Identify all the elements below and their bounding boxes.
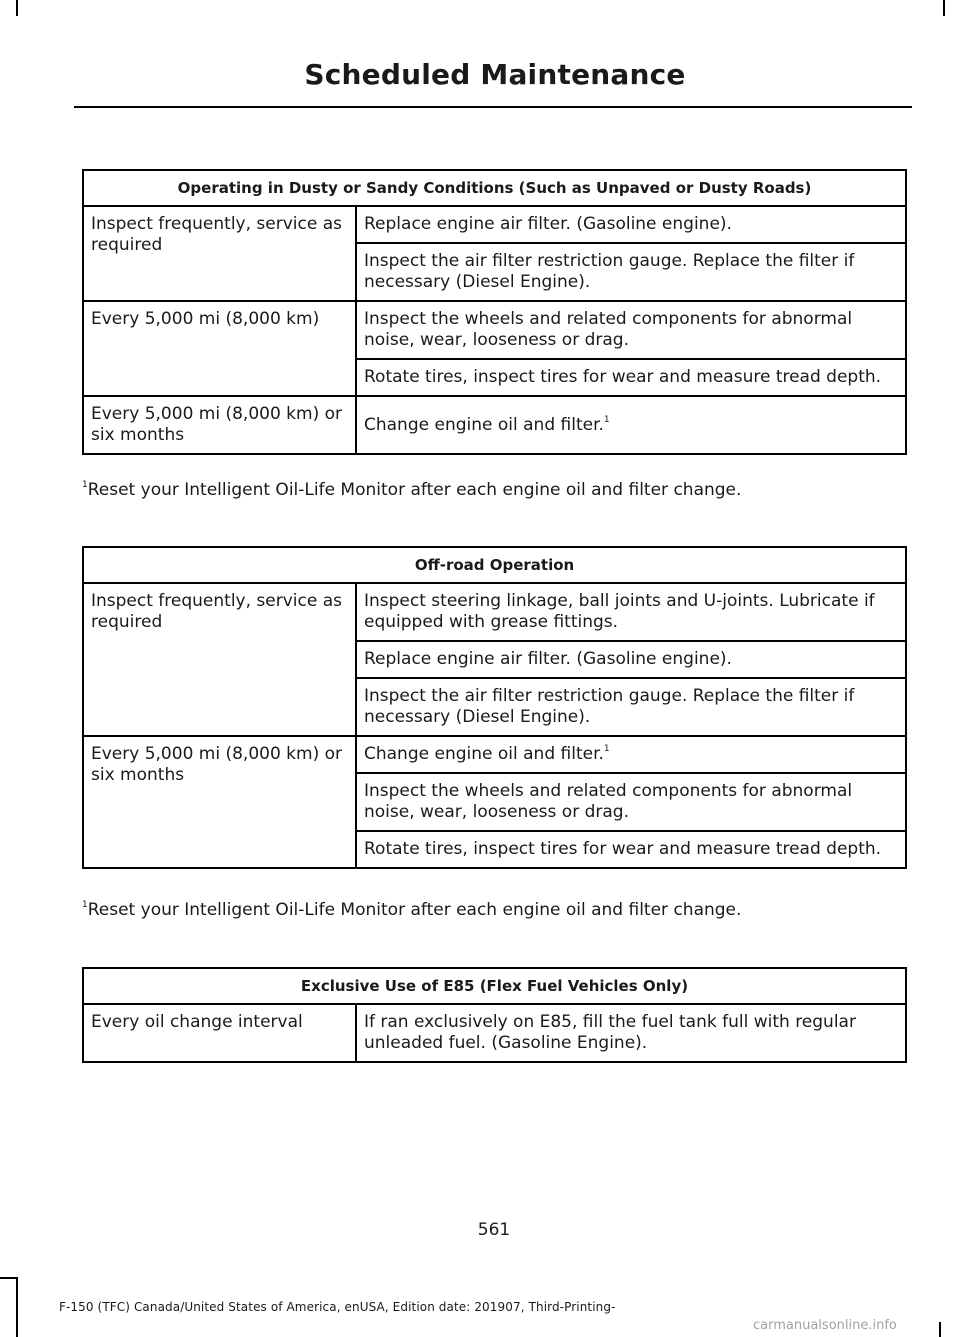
off-road-table [82, 546, 907, 869]
edition-footer: F-150 (TFC) Canada/United States of America, enUSA, Edition date: 201907, Third-Printing- [59, 1300, 616, 1314]
table-heading: Off-road Operation [83, 547, 906, 583]
task-cell: Inspect the wheels and related components for abnormal noise, wear, looseness or drag. [356, 773, 906, 831]
interval-cell: Inspect frequently, service as required [83, 206, 356, 301]
dusty-conditions-table [82, 169, 907, 455]
interval-cell: Every 5,000 mi (8,000 km) or six months [83, 736, 356, 868]
task-cell: Replace engine air filter. (Gasoline engine). [356, 206, 906, 243]
table-heading: Operating in Dusty or Sandy Conditions (Such as Unpaved or Dusty Roads) [83, 170, 906, 206]
task-cell: Replace engine air filter. (Gasoline engine). [356, 641, 906, 678]
task-cell [356, 396, 906, 454]
task-text: Change engine oil and filter. [364, 744, 604, 764]
footnote-text: Reset your Intelligent Oil-Life Monitor after each engine oil and filter change. [87, 480, 742, 500]
task-cell: If ran exclusively on E85, fill the fuel tank full with regular unleaded fuel. (Gasoline Engine). [356, 1004, 906, 1062]
task-cell: Rotate tires, inspect tires for wear and measure tread depth. [356, 359, 906, 396]
interval-cell: Inspect frequently, service as required [83, 583, 356, 736]
interval-cell: Every oil change interval [83, 1004, 356, 1062]
table-heading: Exclusive Use of E85 (Flex Fuel Vehicles Only) [83, 968, 906, 1004]
task-cell: Inspect steering linkage, ball joints and U-joints. Lubricate if equipped with grease fittings. [356, 583, 906, 641]
task-cell: Inspect the air filter restriction gauge. Replace the filter if necessary (Diesel Engine). [356, 243, 906, 301]
crop-mark [16, 0, 18, 16]
header-divider [74, 106, 912, 108]
task-cell: Inspect the air filter restriction gauge. Replace the filter if necessary (Diesel Engine). [356, 678, 906, 736]
footnote-text: Reset your Intelligent Oil-Life Monitor after each engine oil and filter change. [87, 900, 742, 920]
e85-table [82, 967, 907, 1063]
footnote-marker: 1 [603, 414, 610, 425]
footnote-marker: 1 [82, 900, 88, 910]
watermark: carmanualsonline.info [753, 1318, 897, 1333]
task-text: Change engine oil and filter. [364, 414, 604, 435]
task-cell: Inspect the wheels and related components for abnormal noise, wear, looseness or drag. [356, 301, 906, 359]
footnote-marker: 1 [603, 744, 610, 754]
crop-mark [943, 0, 945, 16]
footnote [82, 900, 741, 920]
task-cell: Rotate tires, inspect tires for wear and measure tread depth. [356, 831, 906, 868]
footnote [82, 480, 741, 500]
crop-mark [0, 1277, 16, 1279]
page-number: 561 [477, 1220, 511, 1240]
page-title: Scheduled Maintenance [304, 58, 686, 91]
crop-mark [16, 1277, 18, 1337]
task-cell [356, 736, 906, 773]
footnote-marker: 1 [82, 480, 88, 490]
interval-cell: Every 5,000 mi (8,000 km) or six months [83, 396, 356, 454]
interval-cell: Every 5,000 mi (8,000 km) [83, 301, 356, 396]
crop-mark [939, 1322, 941, 1337]
